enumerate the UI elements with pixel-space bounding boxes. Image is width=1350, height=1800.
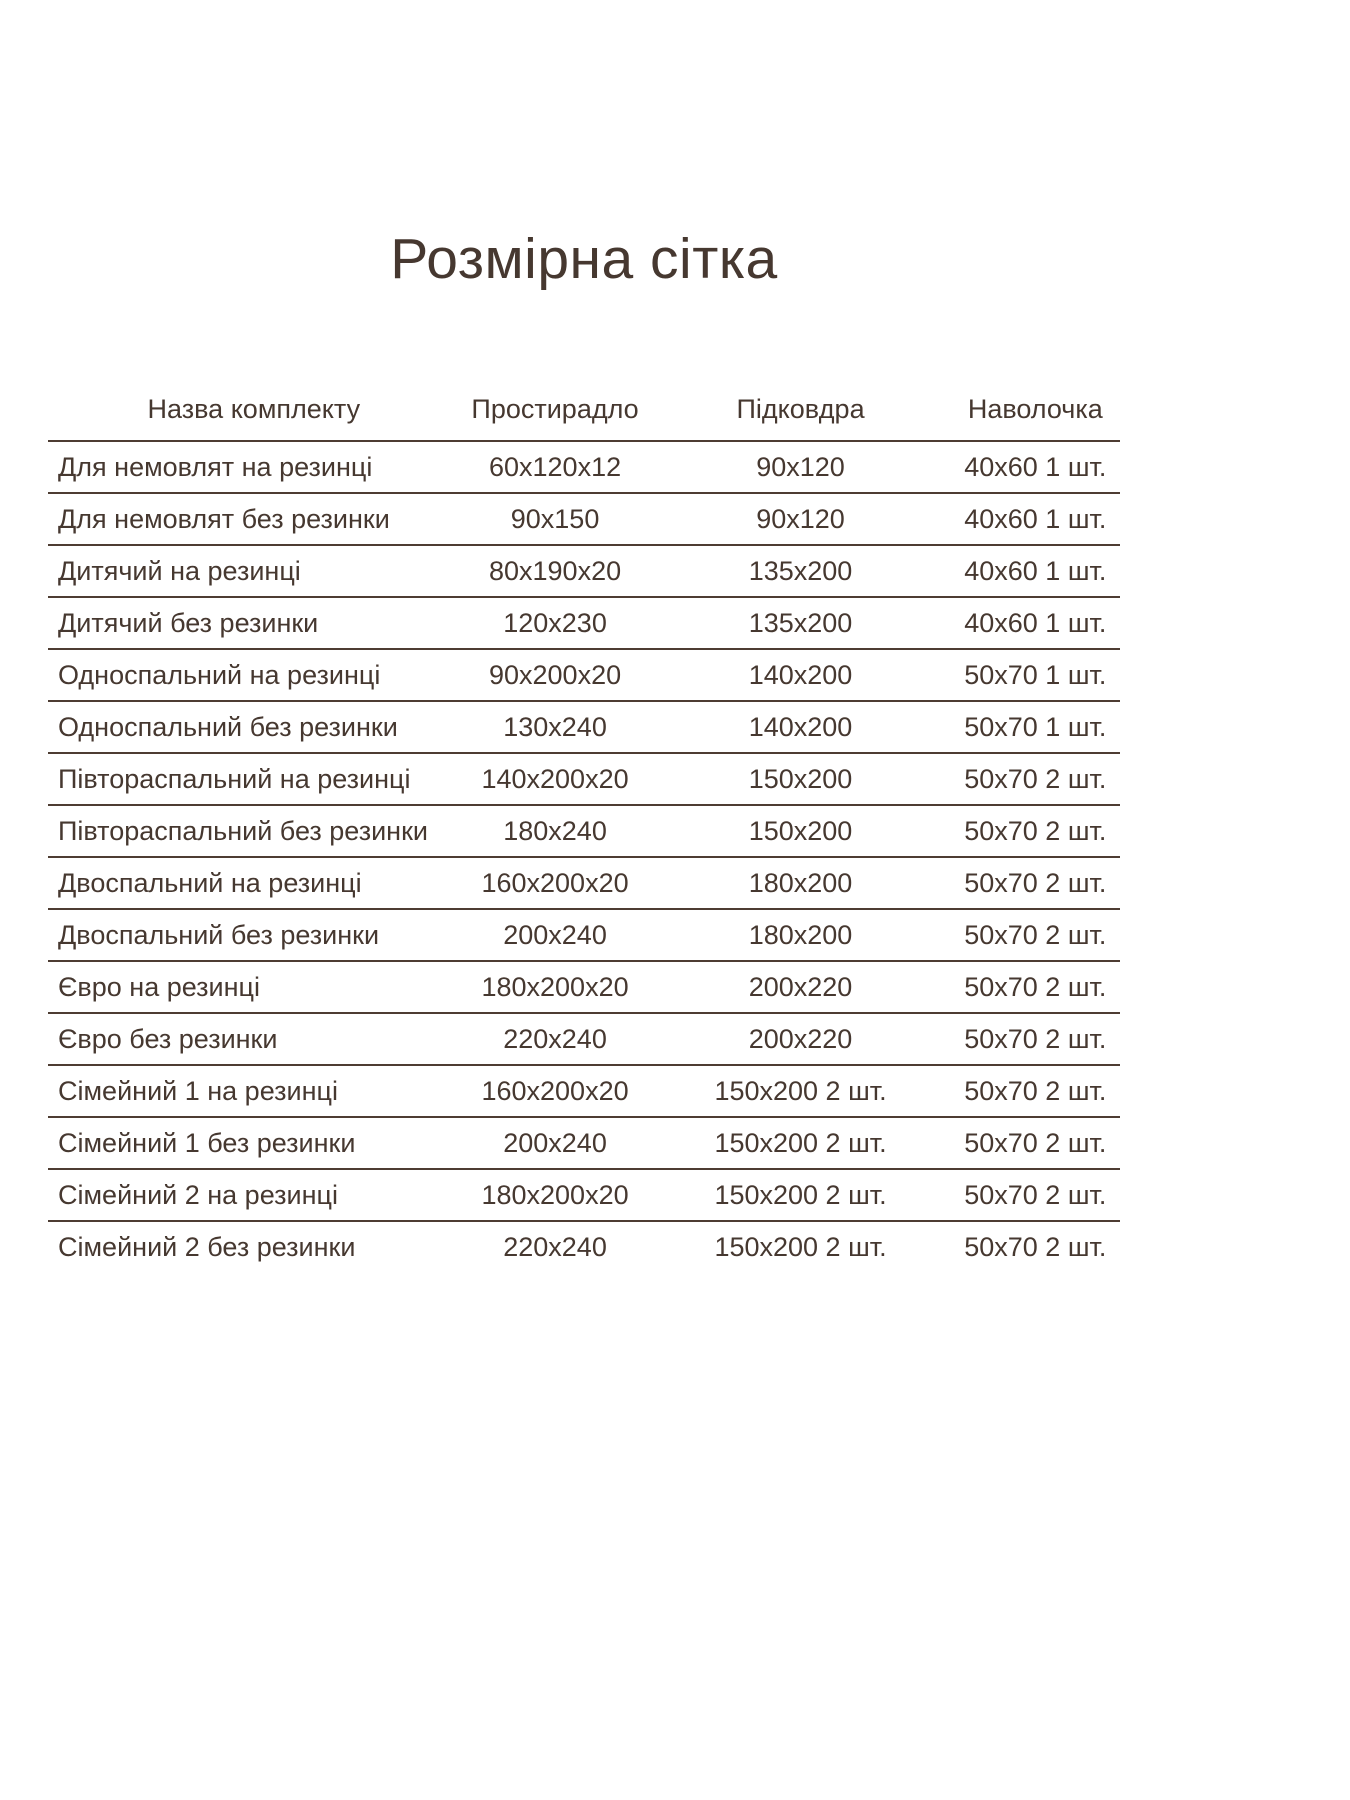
sheet-size-cell: 220х240: [503, 1231, 607, 1262]
duvet-cover-size-cell: 150х200: [650, 753, 950, 805]
column-header-sheet: Простирадло: [460, 394, 651, 441]
set-name-cell: Односпальний без резинки: [48, 701, 460, 753]
pillowcase-size-cell: 50х70 2 шт.: [951, 1013, 1120, 1065]
table-row: [48, 961, 1120, 1013]
pillowcase-size-cell: 40х60 1 шт.: [951, 597, 1120, 649]
set-name-cell: Півтораспальний на резинці: [48, 753, 460, 805]
set-name-cell: Для немовлят на резинці: [48, 441, 460, 493]
duvet-cover-size-cell: 180х200: [650, 909, 950, 961]
pillowcase-size-cell: 40х60 1 шт.: [951, 545, 1120, 597]
sheet-size-cell: 130х240: [460, 701, 651, 753]
sheet-size-cell: 180х200х20: [460, 961, 651, 1013]
set-name-cell: Сімейний 1 на резинці: [48, 1065, 460, 1117]
pillowcase-size-cell: 50х70 2 шт.: [951, 909, 1120, 961]
table-header-row: [48, 394, 1120, 441]
pillowcase-size-cell: 50х70 2 шт.: [951, 1065, 1120, 1117]
duvet-cover-size-cell: 180х200: [650, 857, 950, 909]
duvet-cover-size-cell: 140х200: [650, 649, 950, 701]
duvet-cover-size-cell: 135х200: [650, 597, 950, 649]
sheet-size-cell: 180х240: [460, 805, 651, 857]
set-name-cell: Сімейний 1 без резинки: [48, 1117, 460, 1169]
duvet-cover-size-cell: 150х200 2 шт.: [650, 1169, 950, 1221]
sheet-size-cell: 180х200х20: [460, 1169, 651, 1221]
table-row: [48, 545, 1120, 597]
sheet-size-cell: 200х240: [460, 909, 651, 961]
duvet-cover-size-cell: 150х200 2 шт.: [714, 1231, 887, 1262]
sheet-size-cell: 160х200х20: [460, 857, 651, 909]
size-chart-page: [48, 0, 1120, 1272]
table-row: [48, 701, 1120, 753]
duvet-cover-size-cell: 200х220: [650, 1013, 950, 1065]
duvet-cover-size-cell: 150х200: [650, 805, 950, 857]
set-name-cell: Двоспальний без резинки: [48, 909, 460, 961]
table-row: [48, 441, 1120, 493]
duvet-cover-size-cell: 135х200: [650, 545, 950, 597]
sheet-size-cell: 80х190х20: [460, 545, 651, 597]
pillowcase-size-cell: 40х60 1 шт.: [951, 441, 1120, 493]
sheet-size-cell: 220х240: [460, 1013, 651, 1065]
set-name-cell: Для немовлят без резинки: [48, 493, 460, 545]
duvet-cover-size-cell: 90х120: [650, 441, 950, 493]
duvet-cover-size-cell: 90х120: [650, 493, 950, 545]
sheet-size-cell: 140х200х20: [460, 753, 651, 805]
size-table-body: [48, 441, 1120, 1272]
page-title: Розмірна сітка: [390, 227, 778, 291]
table-row: [48, 857, 1120, 909]
set-name-cell: Односпальний на резинці: [48, 649, 460, 701]
sheet-size-cell: 200х240: [460, 1117, 651, 1169]
set-name-cell: Півтораспальний без резинки: [48, 805, 460, 857]
pillowcase-size-cell: 50х70 2 шт.: [951, 1117, 1120, 1169]
table-row: [48, 753, 1120, 805]
set-name-cell: Євро на резинці: [48, 961, 460, 1013]
set-name-cell: Дитячий на резинці: [48, 545, 460, 597]
pillowcase-size-cell: 50х70 2 шт.: [951, 753, 1120, 805]
table-row: [48, 493, 1120, 545]
pillowcase-size-cell: 50х70 2 шт.: [951, 961, 1120, 1013]
sheet-size-cell: 90х150: [460, 493, 651, 545]
pillowcase-size-cell: 50х70 2 шт.: [964, 1231, 1107, 1262]
pillowcase-size-cell: 50х70 1 шт.: [951, 649, 1120, 701]
table-row: [48, 1169, 1120, 1221]
pillowcase-size-cell: 50х70 2 шт.: [951, 805, 1120, 857]
sheet-size-cell: 120х230: [460, 597, 651, 649]
column-header-duvet-cover: Підковдра: [650, 394, 950, 441]
table-row: [48, 597, 1120, 649]
table-row: [48, 1013, 1120, 1065]
set-name-cell: Двоспальний на резинці: [48, 857, 460, 909]
duvet-cover-size-cell: 140х200: [650, 701, 950, 753]
sheet-size-cell: 90х200х20: [460, 649, 651, 701]
sheet-size-cell: 60х120х12: [460, 441, 651, 493]
duvet-cover-size-cell: 200х220: [650, 961, 950, 1013]
table-row: [48, 1065, 1120, 1117]
set-name-cell: Сімейний 2 без резинки: [58, 1231, 356, 1262]
table-row: [48, 1221, 1120, 1272]
table-row: [48, 805, 1120, 857]
column-header-pillowcase: Наволочка: [951, 394, 1120, 441]
sheet-size-cell: 160х200х20: [460, 1065, 651, 1117]
set-name-cell: Дитячий без резинки: [48, 597, 460, 649]
pillowcase-size-cell: 40х60 1 шт.: [951, 493, 1120, 545]
duvet-cover-size-cell: 150х200 2 шт.: [650, 1117, 950, 1169]
column-header-set-name: Назва комплекту: [48, 394, 460, 441]
table-row: [48, 649, 1120, 701]
pillowcase-size-cell: 50х70 2 шт.: [951, 857, 1120, 909]
duvet-cover-size-cell: 150х200 2 шт.: [650, 1065, 950, 1117]
table-row: [48, 1117, 1120, 1169]
set-name-cell: Сімейний 2 на резинці: [48, 1169, 460, 1221]
set-name-cell: Євро без резинки: [48, 1013, 460, 1065]
table-row: [48, 909, 1120, 961]
pillowcase-size-cell: 50х70 2 шт.: [951, 1169, 1120, 1221]
size-table: [48, 394, 1120, 1272]
pillowcase-size-cell: 50х70 1 шт.: [951, 701, 1120, 753]
